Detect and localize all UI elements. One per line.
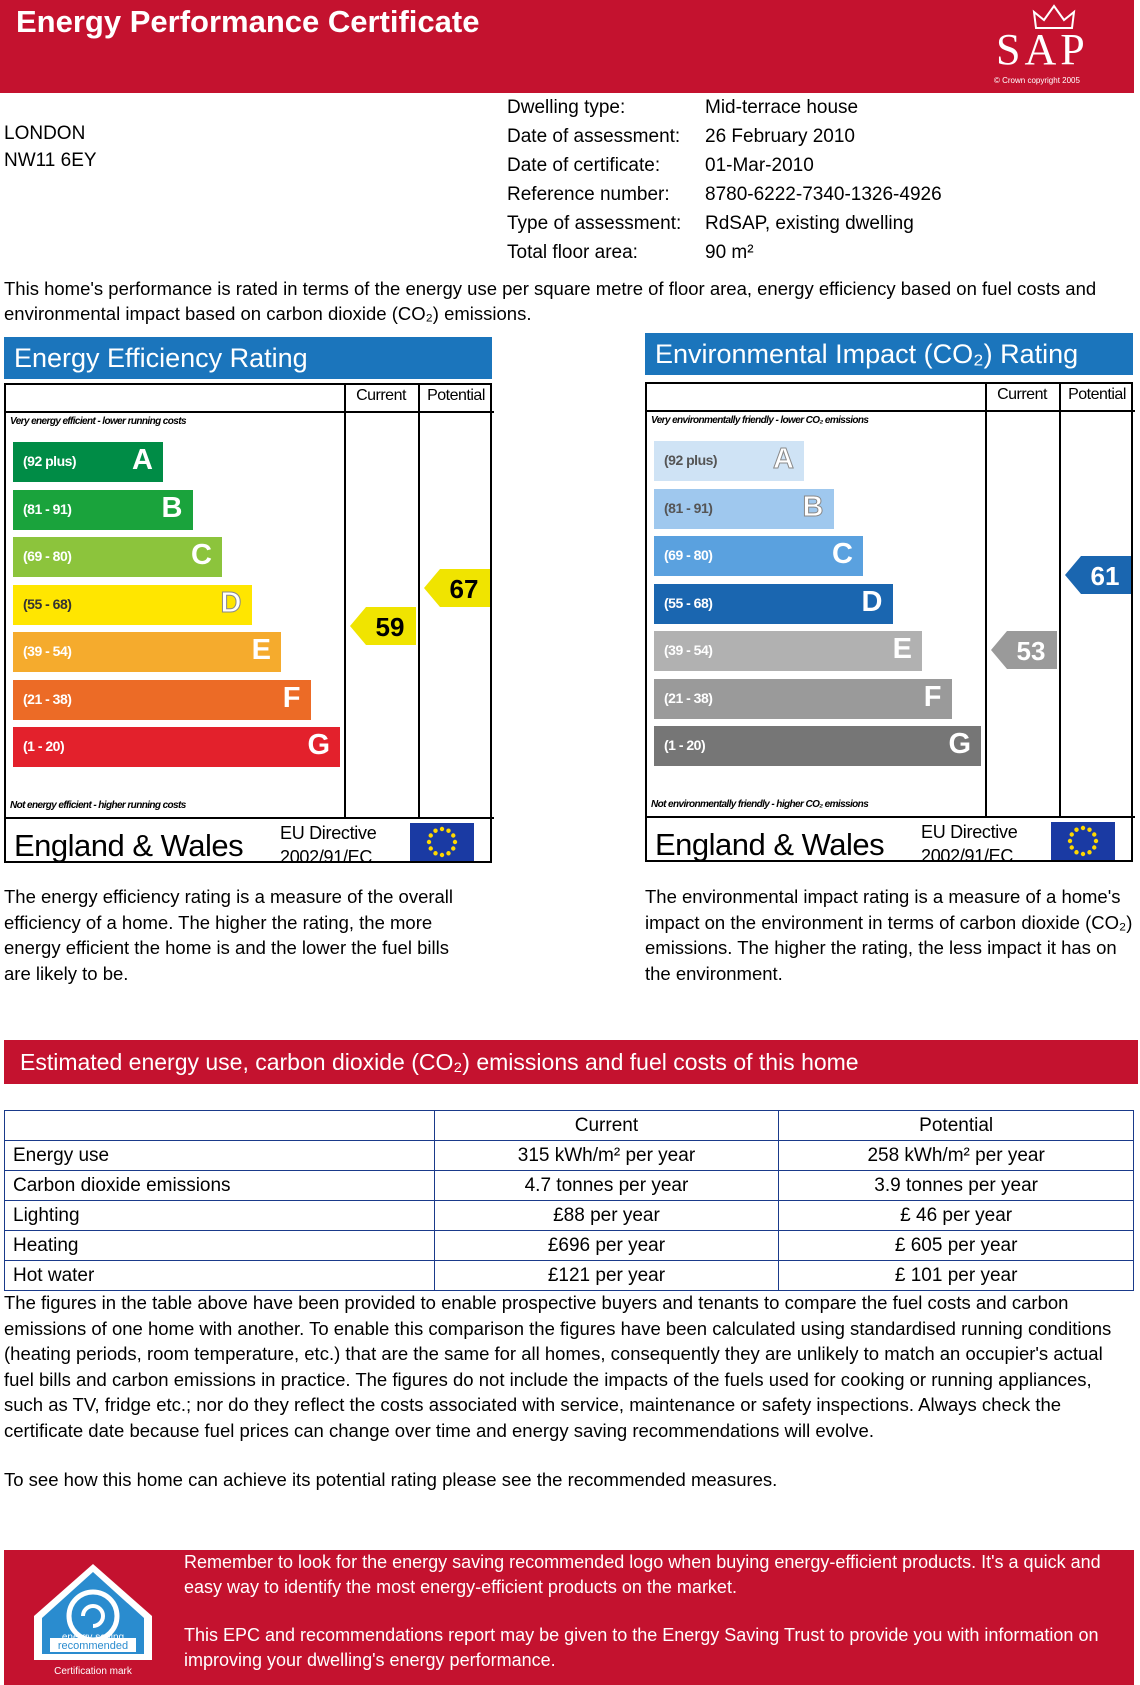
band-e: [13, 632, 281, 672]
table-header-blank: [5, 1111, 435, 1141]
row-potential-value: £ 605 per year: [779, 1231, 1134, 1261]
detail-label: Date of assessment:: [507, 126, 681, 147]
band-letter: D: [220, 586, 242, 619]
band-range: (69 - 80): [23, 548, 72, 564]
footer-banner: [4, 1550, 1134, 1685]
energy-saving-recommended-logo: [28, 1560, 158, 1680]
column-header-current: Current: [997, 386, 1047, 403]
detail-value: RdSAP, existing dwelling: [705, 213, 914, 234]
band-letter: E: [892, 633, 912, 665]
directive-line-2: 2002/91/EC: [921, 846, 1014, 866]
potential-note: To see how this home can achieve its potential rating please see the recommended measures.: [4, 1469, 778, 1490]
band-range: (55 - 68): [23, 595, 72, 612]
efficiency-description: The energy efficiency rating is a measure of the overall efficiency of a home. The higher the rating, the more energy efficient the home is and the lower the fuel bills are likely to be.: [4, 886, 454, 984]
current-rating-arrow: [350, 607, 416, 645]
footer-divider: [647, 816, 1135, 818]
row-label: Heating: [5, 1231, 435, 1261]
band-e: [654, 631, 922, 671]
column-header-potential: Potential: [427, 387, 485, 404]
row-potential-value: £ 101 per year: [779, 1261, 1134, 1291]
band-c: [13, 537, 222, 577]
detail-value: Mid-terrace house: [705, 97, 859, 118]
band-c: [654, 536, 863, 576]
band-range: (39 - 54): [664, 642, 713, 658]
intro-text: This home's performance is rated in terms of the energy use per square metre of floor area, energy efficiency based on fuel costs and environmental impact based on carbon dioxide (CO₂) emissions.: [4, 278, 1097, 324]
band-range: (92 plus): [23, 453, 77, 469]
band-letter: A: [773, 443, 794, 475]
band-a: [13, 442, 163, 482]
table-header-current: Current: [434, 1111, 779, 1141]
page-title: Energy Performance Certificate: [16, 4, 480, 39]
efficiency-chart: [4, 383, 492, 867]
table-row: [5, 1261, 1134, 1291]
eu-flag-icon: [410, 823, 474, 861]
environment-description: The environmental impact rating is a measure of a home's impact on the environment in terms of carbon dioxide (CO₂) emissions. The higher the rating, the less impact it has on the environment.: [645, 886, 1133, 984]
band-range: (92 plus): [664, 452, 718, 468]
table-header-row: [5, 1111, 1134, 1141]
logo-caption: Certification mark: [54, 1666, 132, 1677]
footer-paragraph-2: This EPC and recommendations report may be given to the Energy Saving Trust to provide you with information on improving your dwelling's energy performance.: [184, 1625, 1099, 1670]
potential-rating-arrow: [424, 569, 490, 607]
directive-line-1: EU Directive: [280, 823, 377, 843]
row-label: Carbon dioxide emissions: [5, 1171, 435, 1201]
band-letter: F: [282, 681, 301, 714]
table-row: [5, 1231, 1134, 1261]
column-header-potential: Potential: [1068, 386, 1126, 403]
detail-label: Total floor area:: [507, 242, 638, 263]
band-letter: C: [832, 538, 853, 570]
potential-rating-arrow-value: 67: [449, 573, 479, 604]
row-label: Energy use: [5, 1141, 435, 1171]
band-f: [654, 679, 952, 719]
band-range: (1 - 20): [664, 737, 706, 753]
band-letter: G: [307, 729, 330, 761]
current-rating-arrow-value: 59: [375, 611, 405, 642]
logo-text-recommended: recommended: [57, 1640, 129, 1652]
header-divider: [647, 410, 1135, 412]
band-d: [13, 585, 252, 625]
band-b: [654, 489, 834, 529]
band-range: (1 - 20): [23, 738, 65, 754]
efficiency-rating-title: Energy Efficiency Rating: [4, 337, 492, 379]
detail-label: Type of assessment:: [507, 213, 682, 234]
environment-chart: [645, 382, 1133, 866]
row-potential-value: 3.9 tonnes per year: [779, 1171, 1134, 1201]
detail-label: Date of certificate:: [507, 155, 661, 176]
row-label: Hot water: [5, 1261, 435, 1291]
band-range: (21 - 38): [23, 690, 72, 707]
band-letter: F: [923, 680, 942, 713]
column-divider: [1059, 384, 1061, 818]
bottom-scale-note: Not energy efficient - higher running costs: [10, 800, 186, 811]
row-current-value: £121 per year: [434, 1261, 779, 1291]
current-rating-arrow: [991, 631, 1057, 669]
band-letter: B: [161, 491, 183, 524]
band-a: [654, 441, 804, 481]
top-scale-note: Very energy efficient - lower running costs: [10, 416, 186, 427]
region-label: England & Wales: [14, 828, 244, 863]
row-label: Lighting: [5, 1201, 435, 1231]
sap-logo: [990, 2, 1130, 90]
column-divider: [418, 385, 420, 819]
band-range: (55 - 68): [664, 594, 713, 611]
detail-value: 26 February 2010: [705, 126, 855, 147]
row-current-value: 4.7 tonnes per year: [434, 1171, 779, 1201]
row-potential-value: 258 kWh/m² per year: [779, 1141, 1134, 1171]
directive-line-1: EU Directive: [921, 822, 1018, 842]
bottom-scale-note: Not environmentally friendly - higher CO₂ emissions: [651, 799, 869, 810]
footer-divider: [6, 817, 494, 819]
costs-table: [4, 1110, 1134, 1291]
sap-logo-text: SAP: [996, 25, 1089, 74]
band-letter: E: [251, 634, 271, 666]
band-letter: C: [191, 539, 212, 571]
table-row: [5, 1201, 1134, 1231]
potential-rating-arrow-value: 61: [1090, 560, 1120, 591]
top-scale-note: Very environmentally friendly - lower CO₂ emissions: [651, 415, 869, 426]
band-letter: A: [132, 444, 153, 476]
current-rating-arrow-value: 53: [1016, 636, 1046, 666]
row-current-value: £88 per year: [434, 1201, 779, 1231]
band-g: [654, 726, 981, 766]
header-divider: [6, 411, 494, 413]
eu-flag-icon: [1051, 822, 1115, 860]
band-range: (81 - 91): [664, 499, 713, 516]
column-divider: [344, 385, 346, 819]
column-header-current: Current: [356, 387, 406, 404]
band-range: (81 - 91): [23, 500, 72, 517]
logo-text-energy-saving: energy saving: [61, 1632, 125, 1643]
row-current-value: £696 per year: [434, 1231, 779, 1261]
region-label: England & Wales: [655, 827, 885, 862]
band-letter: G: [948, 728, 971, 760]
band-b: [13, 490, 193, 530]
address-line-1: LONDON: [4, 123, 86, 144]
detail-label: Dwelling type:: [507, 97, 626, 118]
band-f: [13, 680, 311, 720]
directive-line-2: 2002/91/EC: [280, 847, 373, 867]
band-letter: B: [802, 490, 824, 523]
detail-value: 01-Mar-2010: [705, 155, 814, 176]
footer-paragraph-1: Remember to look for the energy saving recommended logo when buying energy-efficient products. It's a quick and easy way to identify the most energy-efficient products on the market.: [184, 1552, 1101, 1597]
potential-rating-arrow: [1065, 556, 1131, 594]
band-d: [654, 584, 893, 624]
band-range: (39 - 54): [23, 643, 72, 659]
address-line-2: NW11 6EY: [4, 150, 97, 171]
sap-copyright: © Crown copyright 2005: [994, 76, 1080, 85]
costs-section-title: Estimated energy use, carbon dioxide (CO₂) emissions and fuel costs of this home: [4, 1040, 1138, 1084]
table-row: [5, 1141, 1134, 1171]
row-current-value: 315 kWh/m² per year: [434, 1141, 779, 1171]
column-divider: [985, 384, 987, 818]
environment-rating-title: Environmental Impact (CO₂) Rating: [645, 333, 1133, 375]
detail-label: Reference number:: [507, 184, 670, 205]
costs-disclaimer: The figures in the table above have been provided to enable prospective buyers and tenants to compare the fuel costs and carbon emissions of one home with another. To enable this comparison the figures have been calculated using standardised running conditions (heating periods, room temperature, etc.) that are the same for all homes, consequently they are unlikely to match an occupier's actual fuel bills and carbon emissions in practice. The figures do not include the impacts of the fuels used for cooking or running appliances, such as TV, fridge etc.; nor do they reflect the costs associated with service, maintenance or safety inspections. Always check the certificate date because fuel prices can change over time and energy saving recommendations will evolve.: [4, 1292, 1112, 1441]
band-range: (69 - 80): [664, 547, 713, 563]
costs-notes: [4, 1290, 1134, 1493]
band-g: [13, 727, 340, 767]
band-range: (21 - 38): [664, 689, 713, 706]
detail-value: 8780-6222-7340-1326-4926: [705, 184, 942, 205]
table-row: [5, 1171, 1134, 1201]
row-potential-value: £ 46 per year: [779, 1201, 1134, 1231]
band-letter: D: [861, 585, 883, 618]
detail-value: 90 m²: [705, 242, 754, 263]
table-header-potential: Potential: [779, 1111, 1134, 1141]
